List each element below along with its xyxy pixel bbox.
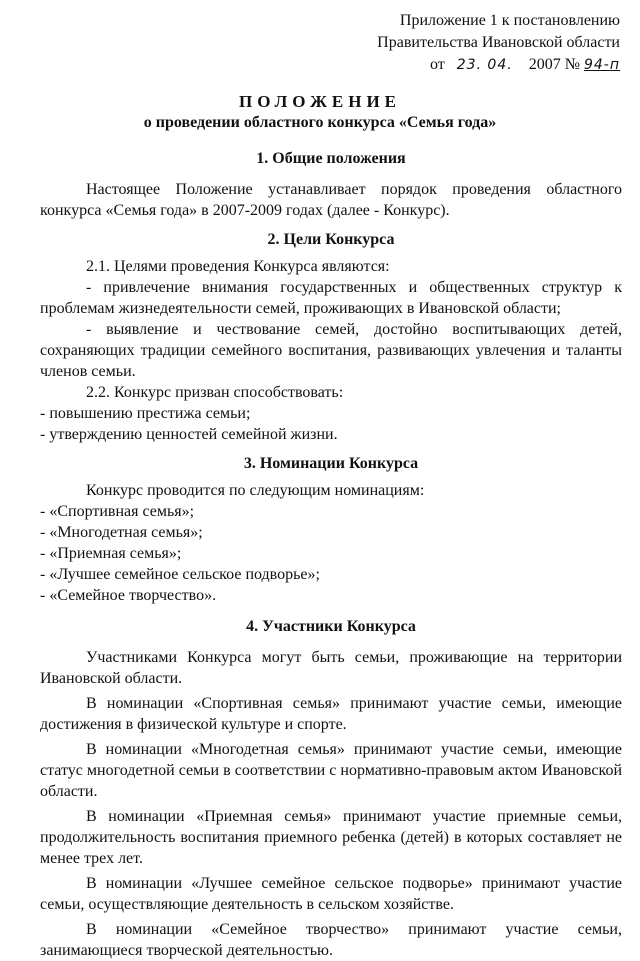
section-4-paragraph-5: В номинации «Лучшее семейное сельское подворье» принимают участие семьи, осуществляющие деятельность в сельском хозяйстве. — [40, 875, 622, 913]
handwritten-number: 94-п — [583, 57, 620, 73]
section-1-heading: 1. Общие положения — [256, 150, 406, 167]
date-prefix: от — [429, 56, 445, 73]
appendix-line-1: Приложение 1 к постановлению — [399, 12, 620, 29]
nomination-item: - «Семейное творчество». — [40, 587, 217, 604]
handwritten-date: 23. 04. — [456, 57, 513, 73]
section-4-paragraph-4: В номинации «Приемная семья» принимают участие приемные семьи, продолжительность воспитания приемного ребенка (детей) в которых составляет не менее трех лет. — [40, 808, 622, 867]
nomination-item: - «Спортивная семья»; — [40, 503, 195, 520]
nomination-item: - «Приемная семья»; — [40, 545, 182, 562]
section-2-promote-1: - повышению престижа семьи; — [40, 405, 251, 422]
section-4-paragraph-6: В номинации «Семейное творчество» принимают участие семьи, занимающиеся творческой деятельностью. — [40, 921, 622, 959]
section-2-heading: 2. Цели Конкурса — [267, 231, 395, 248]
section-4-paragraph-3: В номинации «Многодетная семья» принимают участие семьи, имеющие статус многодетной семьи в соответствии с нормативно-правовым актом Ивановской области. — [40, 741, 622, 800]
document-body — [40, 148, 622, 961]
section-2-item-2-2: 2.2. Конкурс призван способствовать: — [86, 384, 344, 401]
appendix-line-2: Правительства Ивановской области — [377, 34, 620, 51]
nomination-item: - «Многодетная семья»; — [40, 524, 203, 541]
nomination-item: - «Лучшее семейное сельское подворье»; — [40, 566, 320, 583]
section-4-paragraph-1: Участниками Конкурса могут быть семьи, проживающие на территории Ивановской области. — [40, 649, 622, 687]
section-2-goal-1: - привлечение внимания государственных и общественных структур к проблемам жизнедеятельности семей, проживающих в Ивановской области; — [40, 279, 622, 317]
appendix-date-line — [377, 54, 620, 76]
section-2-promote-2: - утверждению ценностей семейной жизни. — [40, 426, 338, 443]
section-3-intro: Конкурс проводится по следующим номинациям: — [86, 482, 425, 499]
section-4-heading: 4. Участники Конкурса — [246, 618, 416, 635]
document-year: 2007 № — [528, 56, 580, 73]
section-3-heading: 3. Номинации Конкурса — [243, 455, 419, 472]
appendix-header — [377, 10, 620, 76]
section-2-goal-2: - выявление и чествование семей, достойно воспитывающих детей, сохраняющих традиции семейного воспитания, развивающих увлечения и таланты членов семьи. — [40, 321, 622, 380]
document-subtitle: о проведении областного конкурса «Семья года» — [143, 114, 497, 131]
section-1-paragraph: Настоящее Положение устанавливает порядок проведения областного конкурса «Семья года» в 2007-2009 годах (далее - Конкурс). — [40, 181, 622, 219]
section-2-item-2-1: 2.1. Целями проведения Конкурса являются: — [86, 258, 390, 275]
document-title: ПОЛОЖЕНИЕ — [239, 92, 401, 111]
section-4-paragraph-2: В номинации «Спортивная семья» принимают участие семьи, имеющие достижения в физической культуре и спорте. — [40, 695, 622, 733]
